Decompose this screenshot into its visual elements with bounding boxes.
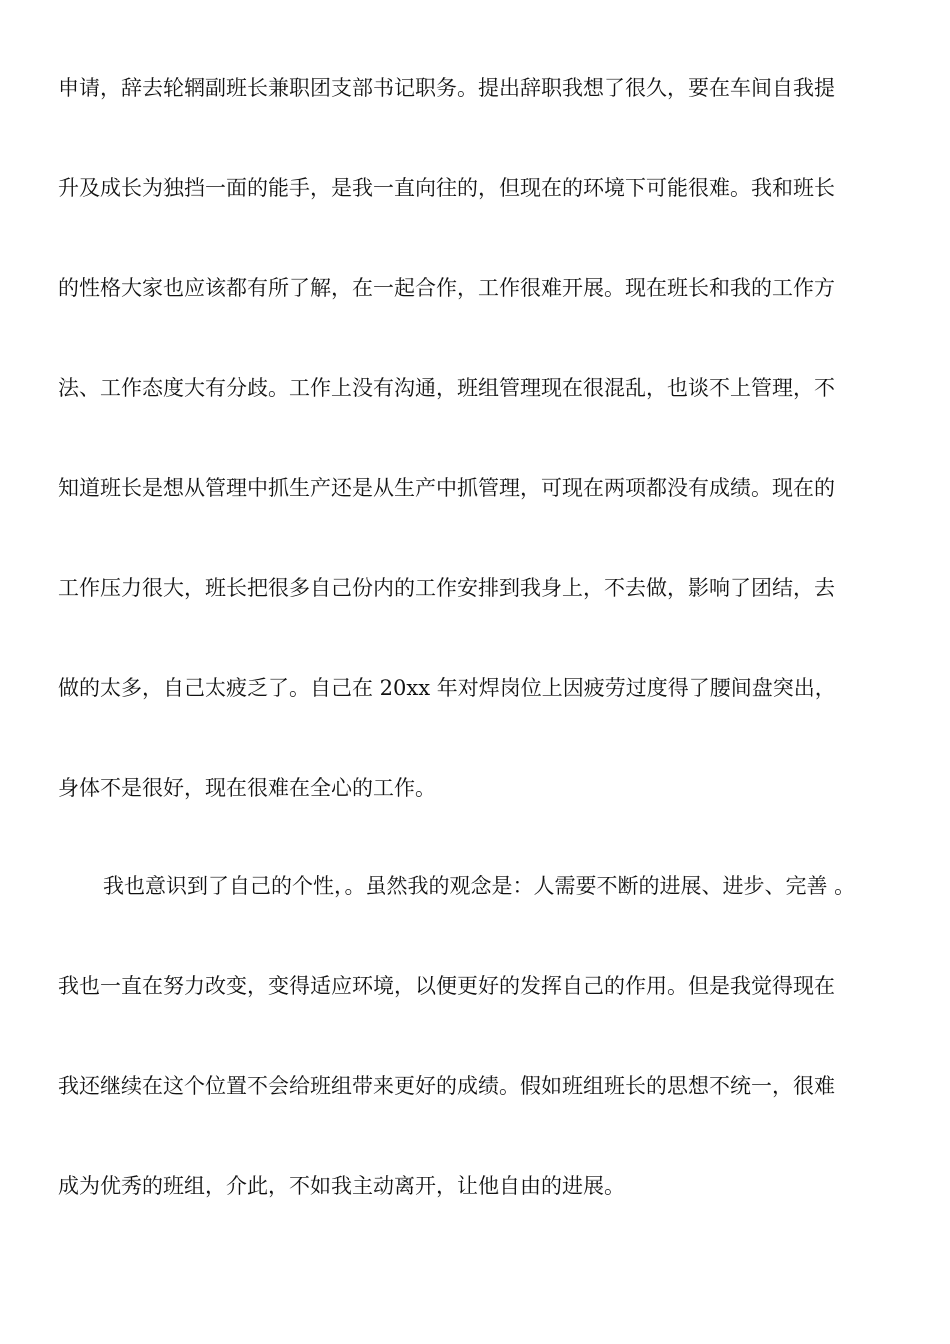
paragraph-1-line-2: 升及成长为独挡一面的能手，是我一直向往的，但现在的环境下可能很难。我和班长 [58, 176, 835, 200]
paragraph-2-line-1: 我也意识到了自己的个性，。虽然我的观念是：人需要不断的进展、进步、完善 。 [103, 874, 856, 898]
paragraph-1-line-6: 工作压力很大，班长把很多自己份内的工作安排到我身上，不去做，影响了团结，去 [58, 576, 835, 600]
paragraph-1-line-1: 申请，辞去轮辋副班长兼职团支部书记职务。提出辞职我想了很久，要在车间自我提 [58, 76, 835, 100]
paragraph-2-line-3: 我还继续在这个位置不会给班组带来更好的成绩。假如班组班长的思想不统一，很难 [58, 1074, 835, 1098]
paragraph-1-line-7: 做的太多，自己太疲乏了。自己在 20xx 年对焊岗位上因疲劳过度得了腰间盘突出， [58, 676, 836, 700]
paragraph-1-line-3: 的性格大家也应该都有所了解，在一起合作，工作很难开展。现在班长和我的工作方 [58, 276, 835, 300]
paragraph-1-line-5: 知道班长是想从管理中抓生产还是从生产中抓管理，可现在两项都没有成绩。现在的 [58, 476, 835, 500]
paragraph-1-line-4: 法、工作态度大有分歧。工作上没有沟通，班组管理现在很混乱，也谈不上管理，不 [58, 376, 835, 400]
paragraph-1-line-8: 身体不是很好，现在很难在全心的工作。 [58, 776, 436, 800]
paragraph-2-line-4: 成为优秀的班组，介此，不如我主动离开，让他自由的进展。 [58, 1174, 625, 1198]
paragraph-2-line-2: 我也一直在努力改变，变得适应环境，以便更好的发挥自己的作用。但是我觉得现在 [58, 974, 835, 998]
